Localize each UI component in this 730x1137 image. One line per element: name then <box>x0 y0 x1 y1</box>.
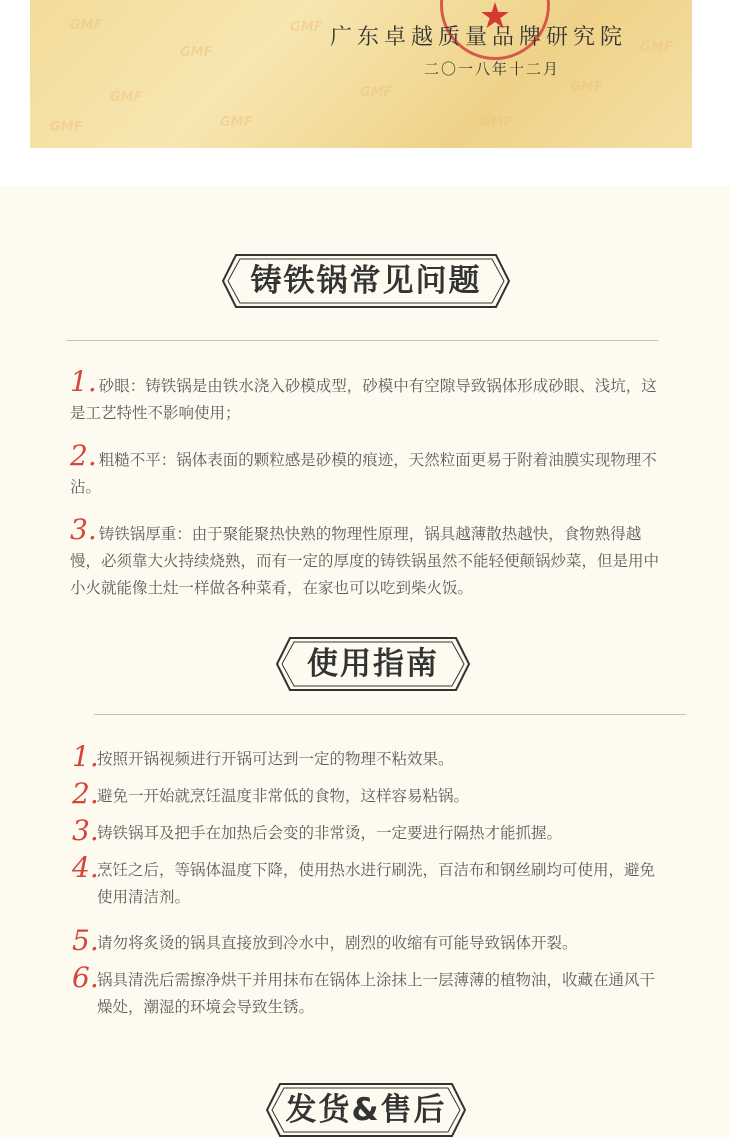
item-text: 锅具清洗后需擦净烘干并用抹布在锅体上涂抹上一层薄薄的植物油，收藏在通风干燥处，潮湿的环境会导致生锈。 <box>97 971 656 1016</box>
certificate-date: 二〇一八年十二月 <box>424 60 561 78</box>
watermark: GMF <box>640 40 673 55</box>
item-text: 铸铁锅耳及把手在加热后会变的非常烫，一定要进行隔热才能抓握。 <box>97 824 563 842</box>
guide-item <box>72 740 662 773</box>
guide-title-badge <box>276 637 470 691</box>
watermark: GMF <box>290 20 323 35</box>
item-number: 6. <box>72 961 99 994</box>
item-number: 3. <box>70 513 97 546</box>
item-number: 1. <box>72 740 99 773</box>
guide-title: 使用指南 <box>307 646 439 682</box>
item-number: 4. <box>72 851 99 884</box>
watermark: GMF <box>50 120 83 135</box>
item-text: 烹饪之后，等锅体温度下降，使用热水进行刷洗，百洁布和钢丝刷均可使用，避免使用清洁剂。 <box>97 861 656 906</box>
watermark: GMF <box>180 45 213 60</box>
item-text: 砂眼：铸铁锅是由铁水浇入砂模成型，砂模中有空隙导致锅体形成砂眼、浅坑，这是工艺特性不影响使用； <box>70 377 657 422</box>
guide-item <box>72 924 662 957</box>
item-text: 避免一开始就烹饪温度非常低的食物，这样容易粘锅。 <box>97 787 470 805</box>
watermark: GMF <box>570 80 603 95</box>
watermark: GMF <box>70 18 103 33</box>
item-number: 5. <box>72 924 99 957</box>
guide-item <box>72 814 662 847</box>
shipping-title-badge <box>266 1083 466 1137</box>
watermark: GMF <box>360 85 393 100</box>
faq-item <box>70 439 660 501</box>
item-number: 3. <box>72 814 99 847</box>
item-text: 铸铁锅厚重：由于聚能聚热快熟的物理性原理，锅具越薄散热越快，食物熟得越慢，必须靠大火持续烧熟，而有一定的厚度的铸铁锅虽然不能轻便颠锅炒菜，但是用中小火就能像土灶一样做各种菜肴，在家也可以吃到柴火饭。 <box>70 525 660 597</box>
certificate-organization: 广东卓越质量品牌研究院 <box>330 25 628 50</box>
section-divider <box>66 340 658 341</box>
faq-title-badge <box>222 254 510 308</box>
item-number: 2. <box>72 777 99 810</box>
faq-item <box>70 365 660 427</box>
guide-item <box>72 961 662 1021</box>
item-number: 2. <box>70 439 97 472</box>
watermark: GMF <box>480 115 513 130</box>
item-text: 请勿将炙烫的锅具直接放到冷水中，剧烈的收缩有可能导致锅体开裂。 <box>97 934 578 952</box>
guide-item <box>72 851 662 911</box>
star-icon: ★ <box>478 0 512 37</box>
watermark: GMF <box>220 115 253 130</box>
faq-item <box>70 513 660 602</box>
item-text: 按照开锅视频进行开锅可达到一定的物理不粘效果。 <box>97 750 454 768</box>
section-divider <box>94 714 686 715</box>
item-text: 粗糙不平：锅体表面的颗粒感是砂模的痕迹，天然粒面更易于附着油膜实现物理不沾。 <box>70 451 657 496</box>
faq-title: 铸铁锅常见问题 <box>250 263 482 299</box>
guide-item <box>72 777 662 810</box>
certificate-image <box>30 0 692 148</box>
shipping-title: 发货&售后 <box>285 1092 447 1128</box>
watermark: GMF <box>110 90 143 105</box>
item-number: 1. <box>70 365 97 398</box>
